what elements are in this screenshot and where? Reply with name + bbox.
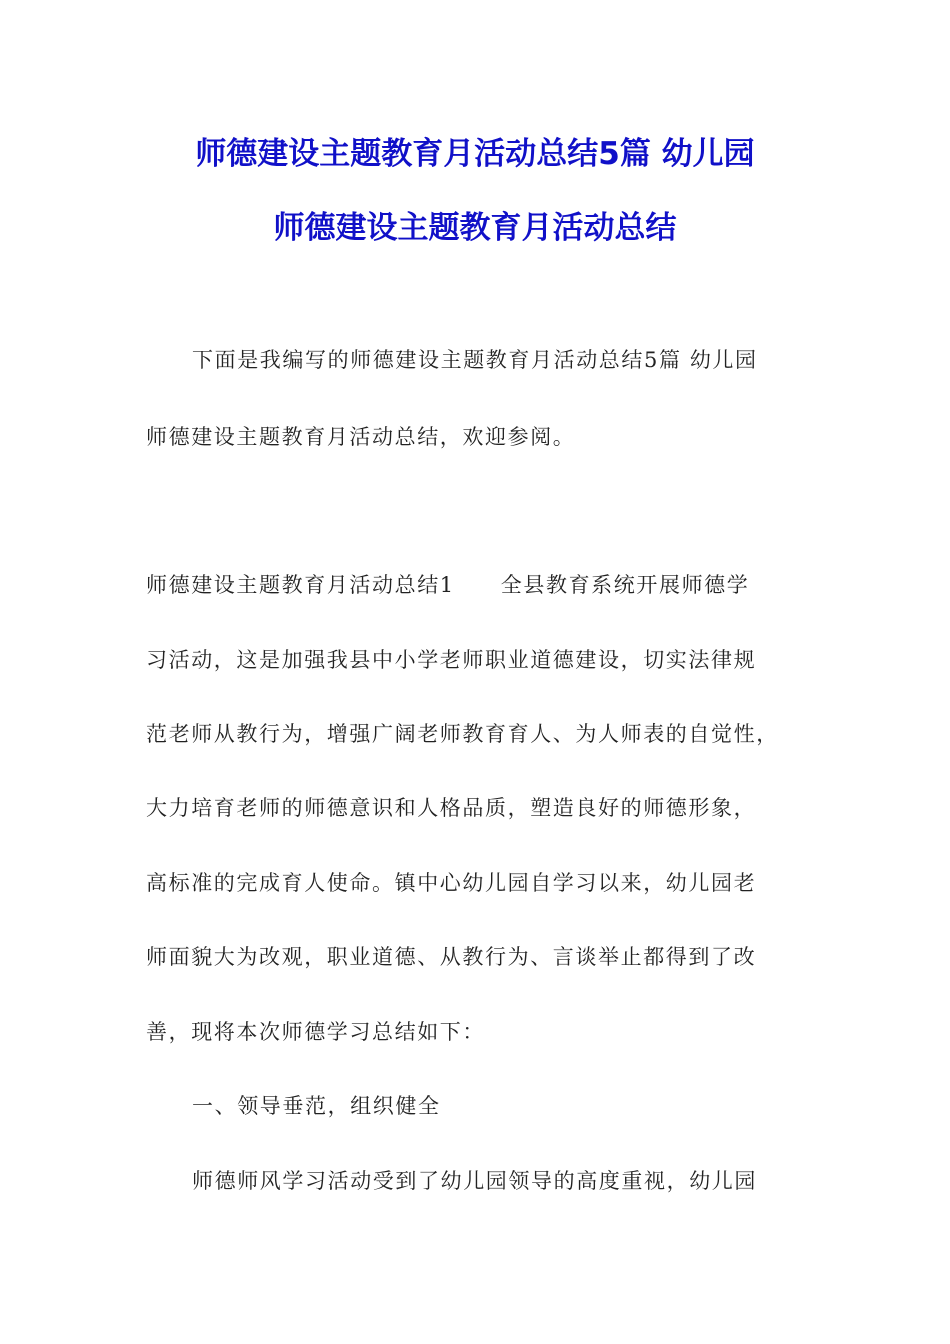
section-1-line-3: 范老师从教行为，增强广阔老师教育育人、为人师表的自觉性，	[146, 722, 779, 746]
section-1-line-4: 大力培育老师的师德意识和人格品质，塑造良好的师德形象，	[146, 796, 757, 820]
intro-line-1: 下面是我编写的师德建设主题教育月活动总结5篇 幼儿园	[192, 348, 758, 372]
document-title-line-1: 师德建设主题教育月活动总结5篇 幼儿园	[195, 136, 755, 172]
section-1-heading: 师德建设主题教育月活动总结1	[146, 573, 455, 597]
section-1-line-7: 善，现将本次师德学习总结如下：	[146, 1020, 485, 1044]
section-1-text-start: 全县教育系统开展师德学	[500, 573, 750, 597]
paragraph-2-line-1: 师德师风学习活动受到了幼儿园领导的高度重视，幼儿园	[192, 1169, 757, 1193]
section-1-first-line	[146, 570, 749, 600]
section-1-line-2: 习活动，这是加强我县中小学老师职业道德建设，切实法律规	[146, 648, 757, 672]
section-1-line-6: 师面貌大为改观，职业道德、从教行为、言谈举止都得到了改	[146, 945, 757, 969]
document-title-line-2: 师德建设主题教育月活动总结	[273, 210, 677, 246]
subheading-1: 一、领导垂范，组织健全	[192, 1094, 441, 1118]
section-1-line-5: 高标准的完成育人使命。镇中心幼儿园自学习以来，幼儿园老	[146, 871, 757, 895]
intro-line-2: 师德建设主题教育月活动总结，欢迎参阅。	[146, 425, 576, 449]
